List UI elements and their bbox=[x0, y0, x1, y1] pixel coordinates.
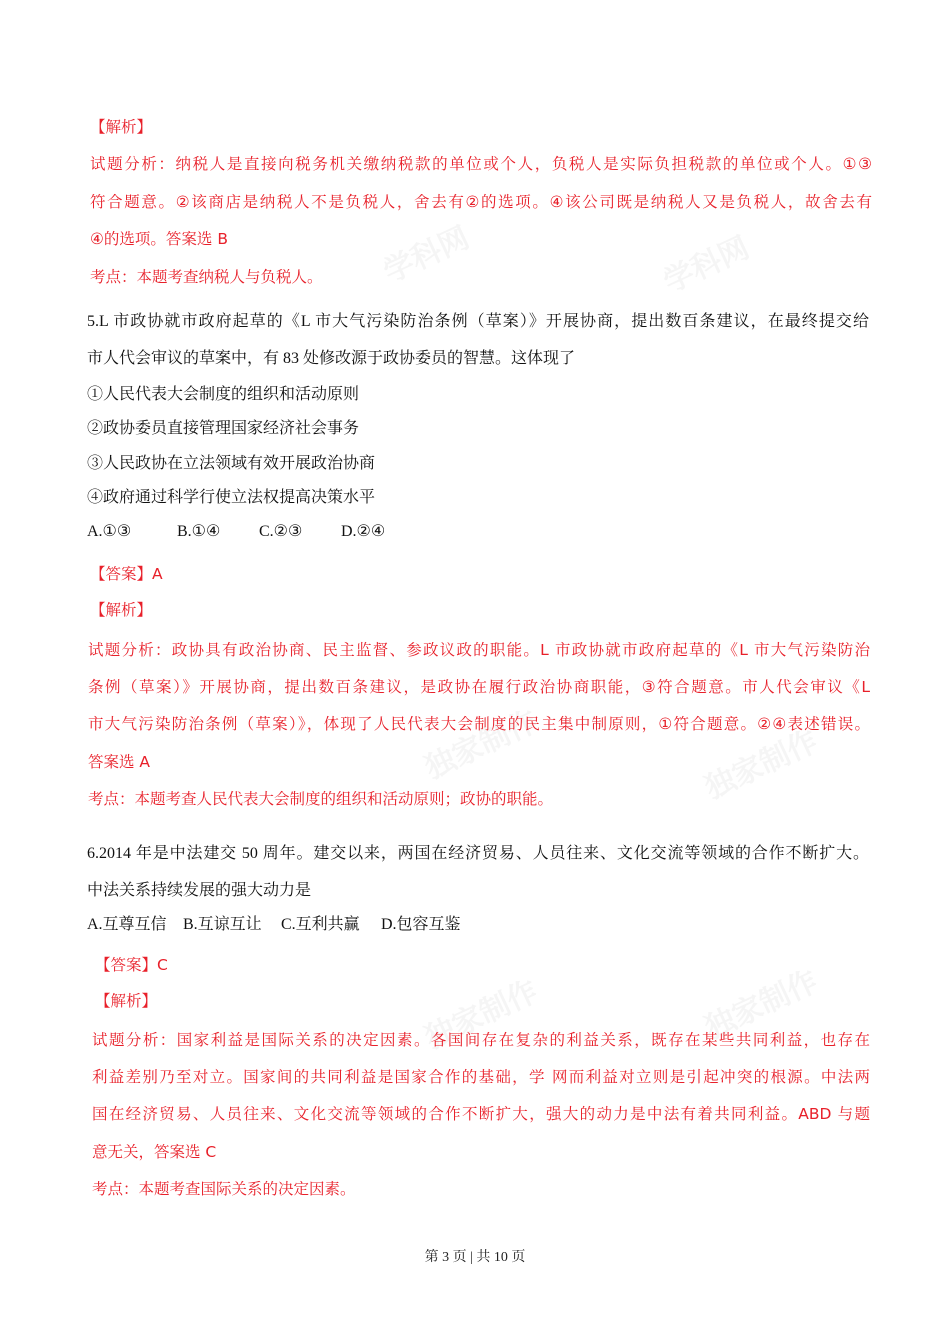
analysis-label: 【解析】 bbox=[95, 992, 158, 1010]
analysis-line: ④的选项。答案选 B bbox=[90, 230, 228, 248]
analysis-line: 市大气污染防治条例（草案）》，体现了人民代表大会制度的民主集中制原则，①符合题意。②④表述错误。 bbox=[88, 715, 870, 733]
analysis-line: 利益差别乃至对立。国家间的共同利益是国家合作的基础，学 网而利益对立则是引起冲突的根源。中法两 bbox=[92, 1068, 870, 1086]
key-point: 考点：本题考查纳税人与负税人。 bbox=[90, 268, 323, 286]
question-stem: 6.2014 年是中法建交 50 周年。建交以来，两国在经济贸易、人员往来、文化交流等领域的合作不断扩大。 bbox=[87, 845, 869, 862]
analysis-line: 试题分析：纳税人是直接向税务机关缴纳税款的单位或个人，负税人是实际负担税款的单位或个人。①③ bbox=[90, 155, 872, 173]
answer: 【答案】C bbox=[95, 956, 168, 974]
option-d: D.包容互鉴 bbox=[381, 916, 461, 933]
analysis-line: 国在经济贸易、人员往来、文化交流等领域的合作不断扩大，强大的动力是中法有着共同利益。ABD 与题 bbox=[92, 1105, 870, 1123]
question-stem: 市人代会审议的草案中，有 83 处修改源于政协委员的智慧。这体现了 bbox=[87, 350, 576, 367]
analysis-line: 意无关，答案选 C bbox=[92, 1143, 217, 1161]
analysis-line: 符合题意。②该商店是纳税人不是负税人，舍去有②的选项。④该公司既是纳税人又是负税人，故舍去有 bbox=[90, 193, 872, 211]
analysis-line: 条例（草案）》开展协商，提出数百条建议，是政协在履行政治协商职能，③符合题意。市人代会审议《L bbox=[88, 678, 870, 696]
option-b: B.互谅互让 bbox=[183, 916, 262, 933]
options-row bbox=[87, 915, 461, 935]
option-b: B.①④ bbox=[177, 523, 221, 540]
page-footer: 第 3 页 | 共 10 页 bbox=[424, 1250, 526, 1265]
option-c: C.②③ bbox=[259, 523, 303, 540]
question-stem: 中法关系持续发展的强大动力是 bbox=[87, 882, 312, 899]
analysis-line: 试题分析：国家利益是国际关系的决定因素。各国间存在复杂的利益关系，既存在某些共同利益，也存在 bbox=[92, 1031, 870, 1049]
option-c: C.互利共赢 bbox=[281, 916, 360, 933]
option-d: D.②④ bbox=[341, 523, 386, 540]
statement: ④政府通过科学行使立法权提高决策水平 bbox=[87, 489, 376, 506]
analysis-label: 【解析】 bbox=[90, 118, 153, 136]
key-point: 考点：本题考查人民代表大会制度的组织和活动原则；政协的职能。 bbox=[88, 790, 554, 808]
analysis-line: 试题分析：政协具有政治协商、民主监督、参政议政的职能。L 市政协就市政府起草的《L 市大气污染防治 bbox=[88, 641, 870, 659]
option-a: A.①③ bbox=[87, 523, 132, 540]
option-a: A.互尊互信 bbox=[87, 916, 167, 933]
question-stem: 5.L 市政协就市政府起草的《L 市大气污染防治条例（草案）》开展协商，提出数百条建议，在最终提交给 bbox=[87, 313, 869, 330]
statement: ②政协委员直接管理国家经济社会事务 bbox=[87, 420, 360, 437]
key-point: 考点：本题考查国际关系的决定因素。 bbox=[92, 1180, 356, 1198]
answer: 【答案】A bbox=[90, 565, 163, 583]
statement: ③人民政协在立法领域有效开展政治协商 bbox=[87, 455, 376, 472]
analysis-label: 【解析】 bbox=[90, 601, 153, 619]
options-row bbox=[87, 522, 385, 542]
analysis-line: 答案选 A bbox=[88, 753, 151, 771]
statement: ①人民代表大会制度的组织和活动原则 bbox=[87, 386, 360, 403]
